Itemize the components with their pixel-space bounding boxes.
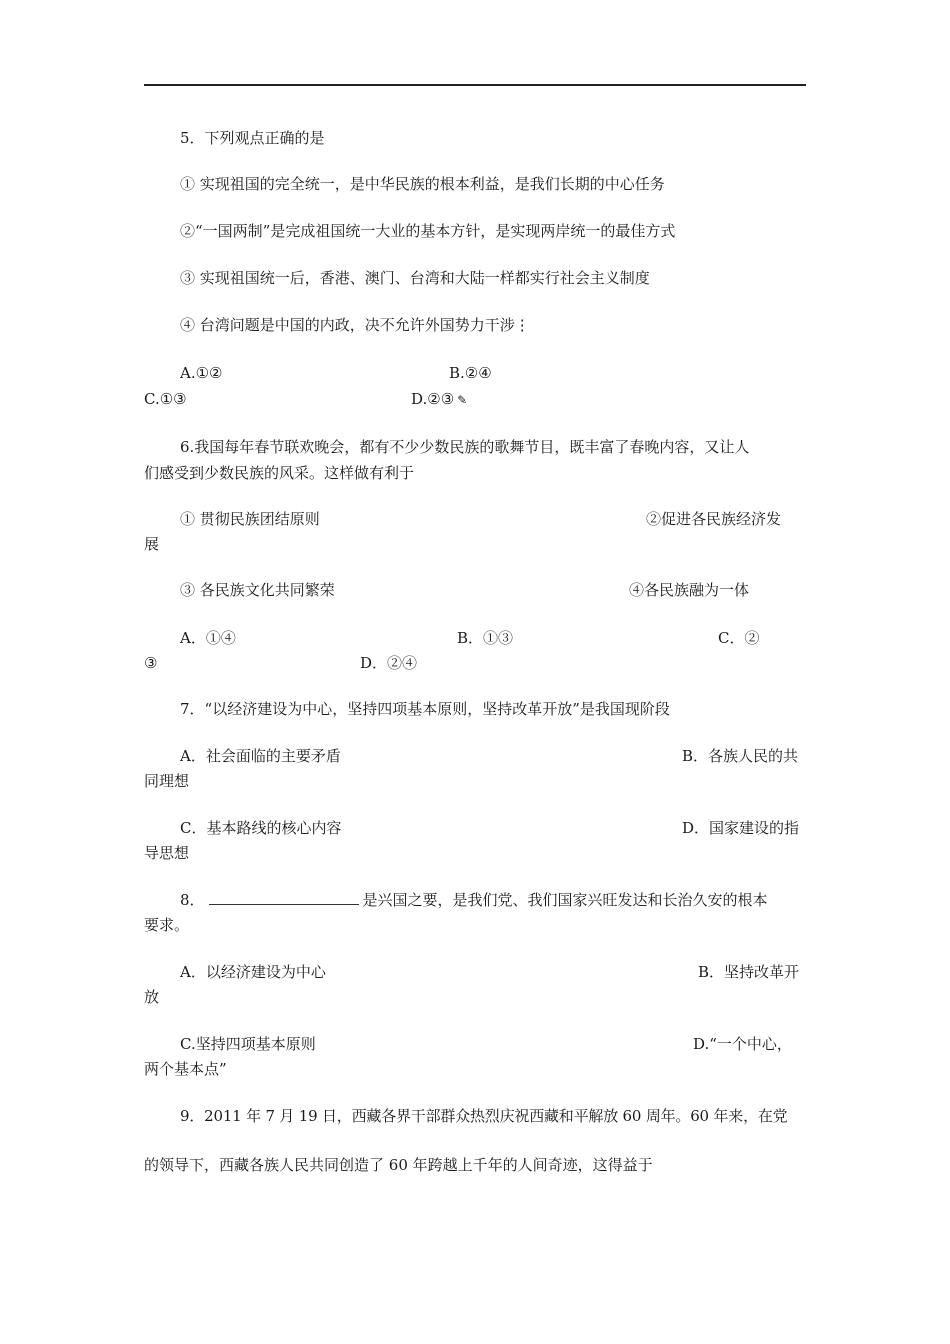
q6-statement-3: ③ 各民族文化共同繁荣 bbox=[180, 581, 335, 599]
q5-option-a: A.①② bbox=[180, 364, 223, 382]
q5-statement-2: ②“一国两制”是完成祖国统一大业的基本方针，是实现两岸统一的最佳方式 bbox=[180, 222, 676, 240]
q7-option-a: A．社会面临的主要矛盾 bbox=[180, 747, 341, 765]
q6-option-c-wrap: ③ bbox=[144, 654, 158, 672]
q6-statement-2: ②促进各民族经济发 bbox=[646, 510, 782, 528]
q7-option-d: D．国家建设的指 bbox=[682, 819, 800, 837]
q8-option-c: C.坚持四项基本原则 bbox=[180, 1035, 316, 1053]
q5-option-c: C.①③ bbox=[144, 390, 187, 408]
q6-statement-1: ① 贯彻民族团结原则 bbox=[180, 510, 320, 528]
q8-stem-text: 是兴国之要，是我们党、我们国家兴旺发达和长治久安的根本 bbox=[362, 891, 768, 909]
q5-stem: 5．下列观点正确的是 bbox=[180, 129, 325, 147]
q7-stem: 7．“以经济建设为中心，坚持四项基本原则，坚持改革开放”是我国现阶段 bbox=[180, 700, 670, 718]
q5-option-b: B.②④ bbox=[449, 364, 492, 382]
q6-option-b: B．①③ bbox=[457, 629, 514, 647]
q8-option-d: D.“一个中心， bbox=[693, 1035, 792, 1053]
q7-option-b: B．各族人民的共 bbox=[682, 747, 799, 765]
q6-option-a: A．①④ bbox=[180, 629, 236, 647]
q8-number: 8． bbox=[180, 891, 205, 909]
q6-stem-line-2: 们感受到少数民族的风采。这样做有利于 bbox=[144, 464, 415, 482]
q8-stem-line-1 bbox=[180, 890, 768, 910]
q6-statement-2-wrap: 展 bbox=[144, 535, 160, 553]
q7-option-b-wrap: 同理想 bbox=[144, 772, 190, 790]
q5-statement-4 bbox=[180, 315, 530, 335]
q5-statement-4-tail: ⋮ bbox=[514, 316, 530, 334]
q5-statement-1: ① 实现祖国的完全统一，是中华民族的根本利益，是我们长期的中心任务 bbox=[180, 175, 665, 193]
q8-answer-blank bbox=[209, 890, 359, 905]
q8-option-b: B．坚持改革开 bbox=[698, 963, 800, 981]
q7-option-d-wrap: 导思想 bbox=[144, 844, 190, 862]
q8-stem-line-2: 要求。 bbox=[144, 916, 190, 934]
q9-stem-line-2: 的领导下，西藏各族人民共同创造了 60 年跨越上千年的人间奇迹，这得益于 bbox=[144, 1156, 653, 1174]
q6-statement-4: ④各民族融为一体 bbox=[629, 581, 750, 599]
q5-option-d-text: D.②③ bbox=[411, 390, 455, 408]
q6-option-d: D．②④ bbox=[360, 654, 418, 672]
q9-stem-line-1: 9．2011 年 7 月 19 日，西藏各界干部群众热烈庆祝西藏和平解放 60 周年。60 年来，在党 bbox=[180, 1107, 788, 1125]
q8-option-b-wrap: 放 bbox=[144, 988, 160, 1006]
q8-option-a: A．以经济建设为中心 bbox=[180, 963, 326, 981]
q5-statement-3: ③ 实现祖国统一后，香港、澳门、台湾和大陆一样都实行社会主义制度 bbox=[180, 269, 650, 287]
q5-statement-4-text: ④ 台湾问题是中国的内政，决不允许外国势力干涉 bbox=[180, 316, 515, 334]
header-rule bbox=[144, 84, 806, 86]
q6-option-c: C．② bbox=[718, 629, 760, 647]
q8-option-d-wrap: 两个基本点” bbox=[144, 1060, 227, 1078]
q5-option-d bbox=[411, 389, 467, 410]
q6-stem-line-1: 6.我国每年春节联欢晚会，都有不少少数民族的歌舞节目，既丰富了春晚内容，又让人 bbox=[180, 438, 750, 456]
scribble-mark-icon: ✎ bbox=[457, 393, 468, 407]
q7-option-c: C．基本路线的核心内容 bbox=[180, 819, 342, 837]
